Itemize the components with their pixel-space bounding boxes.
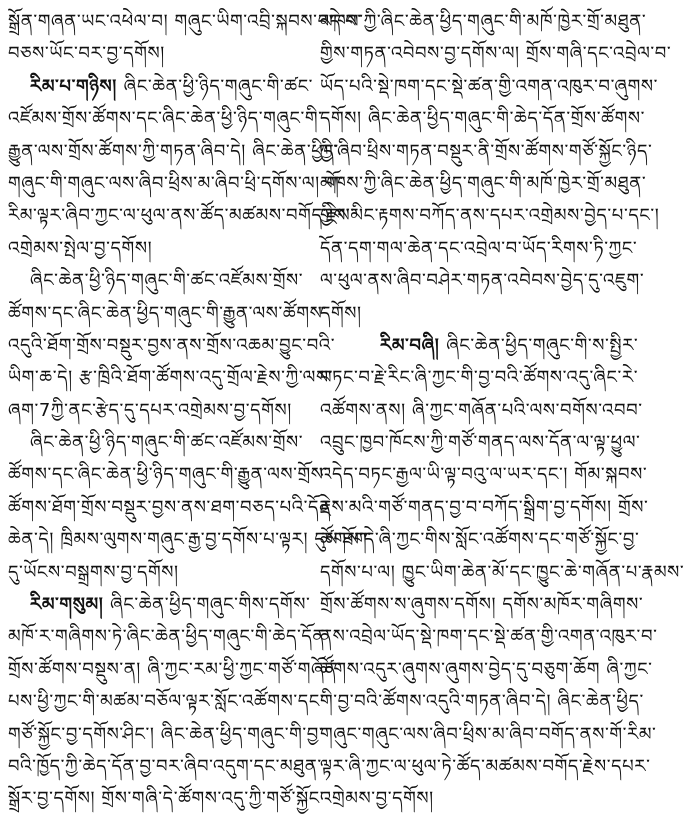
text-line bbox=[320, 686, 644, 718]
line-text: རིམ་ལྟར་ཞིབ་ཀྱང་ལ་ཕུལ་ནས་ཚོད་མཚམས་བགོད་རྗེས་ bbox=[8, 205, 355, 227]
text-line bbox=[320, 427, 641, 459]
text-line bbox=[320, 298, 604, 330]
line-text: འདེད་བཏང་རྒྱལ་ཡི་ལྟ་བའུ་ལ་ཡར་དང་། གོམ་སྐབས་ bbox=[320, 464, 648, 486]
line-text: གཞུང་གི་གཞུང་ལས་ཞིབ་ཕྲིས་མ་ཞིབ་ཕྲི་དགོས་ལ། གོ་ bbox=[8, 172, 344, 194]
line-text: ལྟར་ཞི་ཀྱང་ལ་ཕུལ་ཏེ་ཚོད་མཚམས་བགོད་རྗེས་དཔར་ bbox=[320, 755, 651, 777]
text-line bbox=[8, 233, 292, 265]
text-line bbox=[8, 654, 342, 686]
text-line bbox=[320, 362, 639, 394]
line-text: སྒྲོར་བྱ་དགོས། གྲོས་གཞི་དེ་ཚོགས་འདུ་ཀྱི་གཙོ་སྐྱོང་ bbox=[8, 788, 325, 810]
text-line bbox=[8, 589, 311, 621]
text-line bbox=[8, 362, 334, 394]
text-line bbox=[8, 459, 328, 491]
text-line bbox=[320, 6, 647, 38]
text-line bbox=[320, 719, 657, 751]
text-line bbox=[8, 427, 304, 459]
line-text: མཁོ་ར་གཞིགས་ཏེ་ཞིང་ཆེན་ཕྱིད་གཞུང་གི་ཆེད་དོན་ bbox=[8, 626, 330, 648]
line-text: ཀྱི་ཞིབ་ཕྲིས་གཏན་བསྡུར་ནི་གྲོས་ཚོགས་གཙོ་སྐྱོང་ཉིད་ bbox=[320, 140, 653, 162]
text-line bbox=[8, 719, 324, 751]
line-text: ཚོགས་དང་ཞིང་ཆེན་ཕྱིད་གཞུང་གི་རྒྱུན་ལས་ཚོགས་ bbox=[8, 302, 327, 324]
line-text: བཅས་ཡོང་བར་བྱ་དགོས། bbox=[8, 43, 165, 65]
text-line bbox=[320, 524, 640, 556]
line-text: འདུའི་ཐོག་གྲོས་བསྡུར་བྱས་ནས་གྲོས་འཆམ་བྱུང་བའི་ bbox=[8, 334, 336, 356]
text-line bbox=[320, 589, 644, 621]
line-text: གི་བྱ་བའི་ཚོགས་འདུའི་གཏན་ཞིབ་དེ། ཞིང་ཆེན་ཕྱིད་ bbox=[320, 691, 644, 713]
line-text: དགོས། ཞིང་ཆེན་ཕྱིད་གཞུང་གི་ཆེད་དོན་གྲོས་ཚོགས་ bbox=[320, 108, 646, 130]
line-text: གཙོ་སྐྱོང་བྱ་དགོས་ཤིང་། ཞིང་ཆེན་ཕྱིད་གཞུང་གི་བྱ་ bbox=[8, 723, 324, 745]
text-line bbox=[8, 136, 339, 168]
right-text-column bbox=[320, 6, 684, 816]
text-line bbox=[320, 557, 684, 589]
text-line bbox=[320, 168, 647, 200]
text-line bbox=[8, 557, 292, 589]
line-text: ཚོགས་དང་ཞིང་ཆེན་ཕྱི་ཉིད་གཞུང་གི་རྒྱུན་ལས་གྲོས་ bbox=[8, 464, 328, 486]
text-line bbox=[320, 200, 660, 232]
line-text: ལ་ཕུལ་ནས་ཞིབ་བཤེར་གཏན་འབེབས་བྱེད་དུ་འཇུག་ bbox=[320, 270, 645, 292]
line-text: ཞིང་ཆེན་ཕྱི་ཉིད་གཞུང་གི་ཚང་ bbox=[123, 75, 314, 97]
text-line bbox=[320, 459, 648, 491]
line-text: དགོས། bbox=[320, 302, 362, 324]
text-line bbox=[8, 492, 337, 524]
section-heading: རིམ་པ་གཉིས། bbox=[30, 75, 124, 97]
line-text: ཞིང་ཆེན་ཕྱིད་གཞུང་གིས་དགོས་ bbox=[110, 594, 311, 616]
text-line bbox=[320, 783, 604, 815]
left-text-column bbox=[8, 6, 372, 816]
text-line bbox=[8, 103, 323, 135]
line-text: བཏང་བ་རྗེ་རིང་ཞི་ཀྱང་གི་བྱ་བའི་ཚོགས་འདུ་ཞིང་རེ་ bbox=[320, 367, 639, 389]
line-text: ནས་འབྲེལ་ཡོད་སྡེ་ཁག་དང་སྡེ་ཚན་གྱི་འགན་འཁུར་བ་ bbox=[320, 626, 658, 648]
line-text: དོན་དག་གལ་ཆེན་དང་འབྲེལ་བ་ཡོད་རིགས་ཏི་ཀྱང་ bbox=[320, 237, 638, 259]
line-text: མཁས་ཀྱི་ཞིང་ཆེན་ཕྱིད་གཞུང་གི་མཁོ་ཁྱེར་གྲོ་མཐུན་ bbox=[320, 172, 647, 194]
text-line bbox=[8, 200, 355, 232]
line-text: འགྲེམས་བྱ་དགོས། bbox=[320, 788, 434, 810]
text-line bbox=[8, 686, 325, 718]
text-line bbox=[8, 783, 325, 815]
text-line bbox=[8, 621, 330, 653]
line-text: མཁས་ཀྱི་ཞིང་ཆེན་ཕྱིད་གཞུང་གི་མཁོ་ཁྱེར་གྲོ་མཐུན་ bbox=[320, 11, 647, 32]
text-line bbox=[320, 654, 653, 686]
section-heading: རིམ་བཞི། bbox=[380, 334, 447, 356]
line-text: རྗེས་མའི་གཙོ་གནད་བྱ་བ་བཀོད་སྒྲིག་བྱ་དགོས། གྲོས་ bbox=[320, 496, 649, 518]
text-line bbox=[320, 136, 653, 168]
text-line bbox=[320, 621, 658, 653]
line-text: ཞིང་ཆེན་ཕྱིད་གཞུང་གི་ས་སྤྱིར་ bbox=[446, 334, 639, 356]
line-text: གཞུང་གཞུང་ལས་ཞིབ་ཕྲིས་མ་ཞིབ་བགོད་ནས་གོ་རིམ་ bbox=[320, 723, 657, 745]
line-text: འགྲེམས་སྤེལ་བྱ་དགོས། bbox=[8, 237, 153, 259]
line-text: ཚོགས་འདུར་ཞུགས་ཞུགས་བྱེད་དུ་བཅུག་ཆོག ཞི་ཀྱང་ bbox=[320, 658, 653, 680]
line-text: བའི་ཁྱོད་ཀྱི་ཆེད་དོན་བྱ་བར་ཞིབ་འདུག་དང་མཐུན་ bbox=[8, 755, 322, 777]
line-text: འཚོགས་ནས། ཞི་ཀྱང་གཞོན་པའི་ལས་བགོས་འབབ་ bbox=[320, 399, 643, 421]
line-text: འཛོམས་གྲོས་ཚོགས་དང་ཞིང་ཆེན་ཕྱི་ཉིད་གཞུང་གི་ bbox=[8, 108, 323, 130]
text-line bbox=[320, 103, 646, 135]
text-line bbox=[8, 751, 322, 783]
line-text: དགོས་པ་ལ། ཁྱུང་ཡིག་ཆེན་མོ་དང་ཁྱུང་ཆེ་གཞོན་པ་རྣམས་ bbox=[320, 561, 684, 583]
line-text: པས་ཕྱི་ཀྱང་གི་མཚམ་བཅོལ་ལྟར་སློང་འཚོགས་དང་ bbox=[8, 691, 325, 713]
line-text: ཚོགས་དེ་ཞི་ཀྱང་གིས་སློང་འཚོགས་དང་གཙོ་སྐྱོང་བྱ་ bbox=[320, 529, 640, 551]
text-line bbox=[8, 330, 336, 362]
line-text: གྲོས་ཚོགས་ས་ཞུགས་དགོས། དགོས་མཁོར་གཞིགས་ bbox=[320, 594, 644, 616]
line-text: གྱིས་གཏན་འབེབས་བྱ་དགོས་ལ། གྲོས་གཞི་དང་འབྲེལ་བ་ bbox=[320, 43, 672, 65]
text-line bbox=[320, 751, 651, 783]
line-text: དུ་ཡོངས་བསྒྲགས་བྱ་དགོས། bbox=[8, 561, 179, 583]
section-heading: རིམ་གསུམ། bbox=[30, 594, 111, 616]
line-text: གྲོས་ཚོགས་བསྡུས་ན། ཞི་ཀྱང་རམ་ཕྱི་ཀྱང་གཙོ་གཞོན་ bbox=[8, 658, 342, 680]
text-line bbox=[320, 233, 638, 265]
text-line bbox=[320, 395, 643, 427]
line-text: ཞིང་ཆེན་ཕྱི་ཉིད་གཞུང་གི་ཚང་འཛོམས་གྲོས་ bbox=[30, 270, 304, 292]
text-line bbox=[8, 298, 327, 330]
text-line bbox=[8, 71, 314, 103]
text-line bbox=[8, 168, 344, 200]
text-line bbox=[8, 395, 292, 427]
line-text: ཆེན་དེ། ཁྲིམས་ལུགས་གཞུང་རྒྱ་བྱ་དགོས་པ་ལྟར། དུས་ཐོག་ bbox=[8, 529, 372, 551]
text-line bbox=[8, 38, 292, 70]
text-line bbox=[320, 71, 659, 103]
line-text: འབྲུང་ཁྱབ་ཁོངས་ཀྱི་གཙོ་གནད་ལས་དོན་ལ་ལྟ་ཕྱུལ་ bbox=[320, 432, 641, 454]
text-line bbox=[320, 265, 645, 297]
text-line bbox=[8, 265, 304, 297]
line-text: གྱིས་མིང་རྟགས་བཀོད་ནས་དཔར་འགྲེམས་བྱེད་པ་དང་། bbox=[320, 205, 660, 227]
line-text: སྒྲོན་གཞན་ཡང་འཕེལ་བ། གཞུང་ཡིག་འབྲི་སྐབས་བདེ་བ་ bbox=[8, 11, 362, 32]
line-text: ཞག་7ཀྱི་ནང་རྩེད་དུ་དཔར་འགྲེམས་བྱ་དགོས། bbox=[8, 399, 292, 421]
line-text: ཞིང་ཆེན་ཕྱི་ཉིད་གཞུང་གི་ཚང་འཛོམས་གྲོས་ bbox=[30, 432, 304, 454]
line-text: ཡོད་པའི་སྡེ་ཁག་དང་སྡེ་ཚན་གྱི་འགན་འཁུར་བ་ཞུགས་ bbox=[320, 75, 659, 97]
text-line bbox=[320, 492, 649, 524]
text-line bbox=[8, 524, 372, 556]
text-line bbox=[8, 6, 362, 38]
text-line bbox=[320, 330, 639, 362]
line-text: ཡིག་ཆ་དེ། རྩ་ཁྲིའི་ཐོག་ཚོགས་འདུ་གྲོལ་རྗེས་ཀྱི་ལས་ bbox=[8, 367, 334, 389]
text-line bbox=[320, 38, 672, 70]
line-text: ཚོགས་ཐོག་གྲོས་བསྡུར་བྱས་ནས་ཐག་བཅད་པའི་དོན་ bbox=[8, 496, 337, 518]
line-text: རྒྱུན་ལས་གྲོས་ཚོགས་ཀྱི་གཏན་ཞིབ་དེ། ཞིང་ཆེན་ཕྱིད་ bbox=[8, 140, 339, 162]
